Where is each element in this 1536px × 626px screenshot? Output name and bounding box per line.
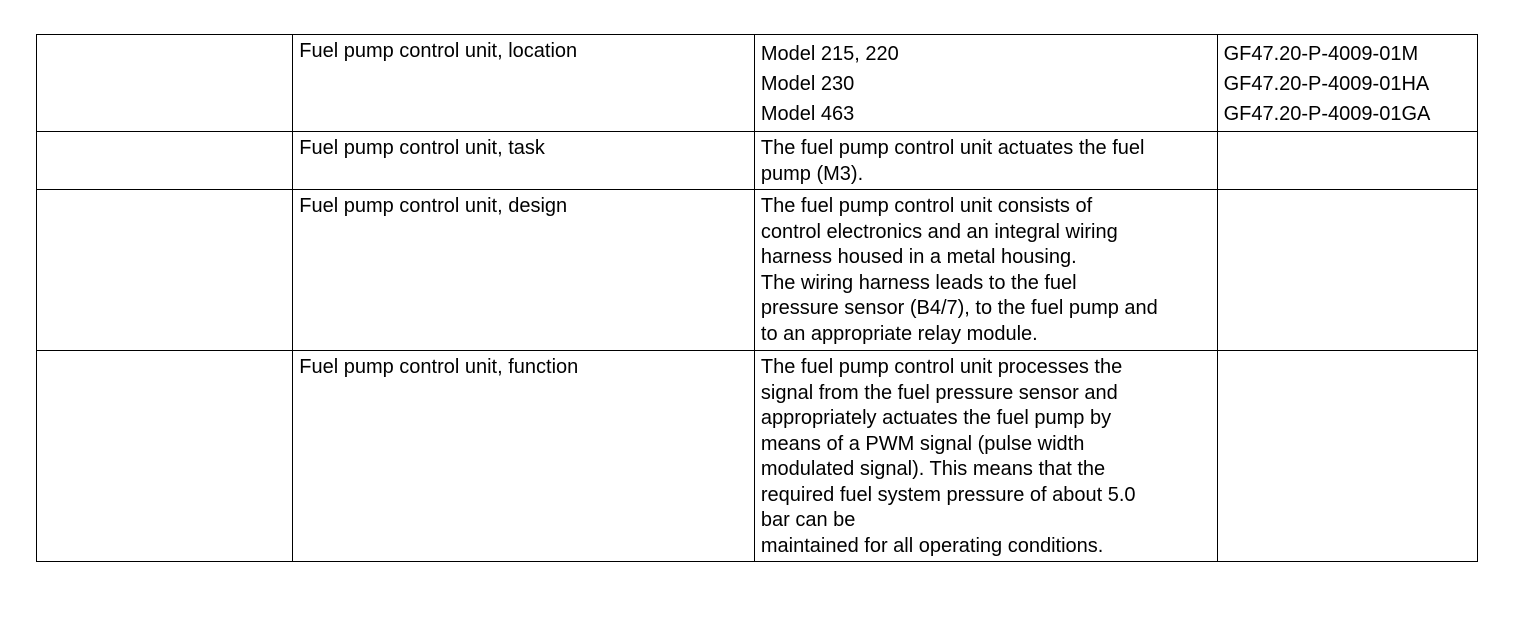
topic-cell bbox=[293, 35, 755, 132]
empty-cell bbox=[37, 35, 293, 132]
reference-link[interactable]: GF47.20-P-4009-01GA bbox=[1223, 103, 1431, 125]
description-cell bbox=[754, 35, 1217, 132]
description-line: Model 215, 220 bbox=[760, 43, 899, 65]
description-line: required fuel system pressure of about 5.0 bbox=[760, 483, 1136, 506]
reference-link[interactable]: GF47.20-P-4009-01M bbox=[1223, 43, 1419, 65]
description-line: pressure sensor (B4/7), to the fuel pump and bbox=[760, 297, 1158, 319]
topic-cell bbox=[293, 190, 755, 351]
description-line: harness housed in a metal housing. bbox=[760, 246, 1077, 268]
empty-cell bbox=[37, 132, 293, 190]
table-row bbox=[37, 190, 1478, 351]
reference-cell bbox=[1217, 351, 1477, 562]
table-row bbox=[37, 35, 1478, 132]
topic-text: Fuel pump control unit, function bbox=[299, 356, 579, 378]
reference-link[interactable]: GF47.20-P-4009-01HA bbox=[1223, 73, 1430, 95]
reference-cell bbox=[1217, 190, 1477, 351]
topic-cell bbox=[293, 351, 755, 562]
table-row bbox=[37, 132, 1478, 190]
description-line: signal from the fuel pressure sensor and bbox=[760, 381, 1118, 404]
document-table bbox=[36, 34, 1478, 562]
topic-text: Fuel pump control unit, design bbox=[299, 195, 568, 217]
empty-cell bbox=[37, 351, 293, 562]
reference-cell bbox=[1217, 35, 1477, 132]
description-line: Model 230 bbox=[760, 73, 855, 95]
topic-text: Fuel pump control unit, location bbox=[299, 40, 578, 62]
description-line: The fuel pump control unit actuates the fuel bbox=[760, 137, 1145, 159]
description-line: The fuel pump control unit processes the bbox=[760, 356, 1123, 378]
description-cell bbox=[754, 132, 1217, 190]
topic-cell bbox=[293, 132, 755, 190]
description-line: to an appropriate relay module. bbox=[760, 322, 1038, 345]
description-cell bbox=[754, 351, 1217, 562]
description-line: maintained for all operating conditions. bbox=[760, 534, 1104, 557]
reference-cell bbox=[1217, 132, 1477, 190]
empty-cell bbox=[37, 190, 293, 351]
description-line: The wiring harness leads to the fuel bbox=[760, 271, 1077, 294]
description-line: appropriately actuates the fuel pump by bbox=[760, 407, 1112, 429]
table-row bbox=[37, 351, 1478, 562]
description-line: modulated signal). This means that the bbox=[760, 458, 1106, 480]
description-line: Model 463 bbox=[760, 103, 855, 125]
description-cell bbox=[754, 190, 1217, 351]
description-line: The fuel pump control unit consists of bbox=[760, 195, 1093, 217]
description-line: pump (M3). bbox=[760, 162, 864, 185]
topic-text: Fuel pump control unit, task bbox=[299, 137, 545, 159]
description-line: bar can be bbox=[760, 509, 856, 531]
description-line: means of a PWM signal (pulse width bbox=[760, 432, 1085, 455]
description-line: control electronics and an integral wiring bbox=[760, 220, 1118, 243]
